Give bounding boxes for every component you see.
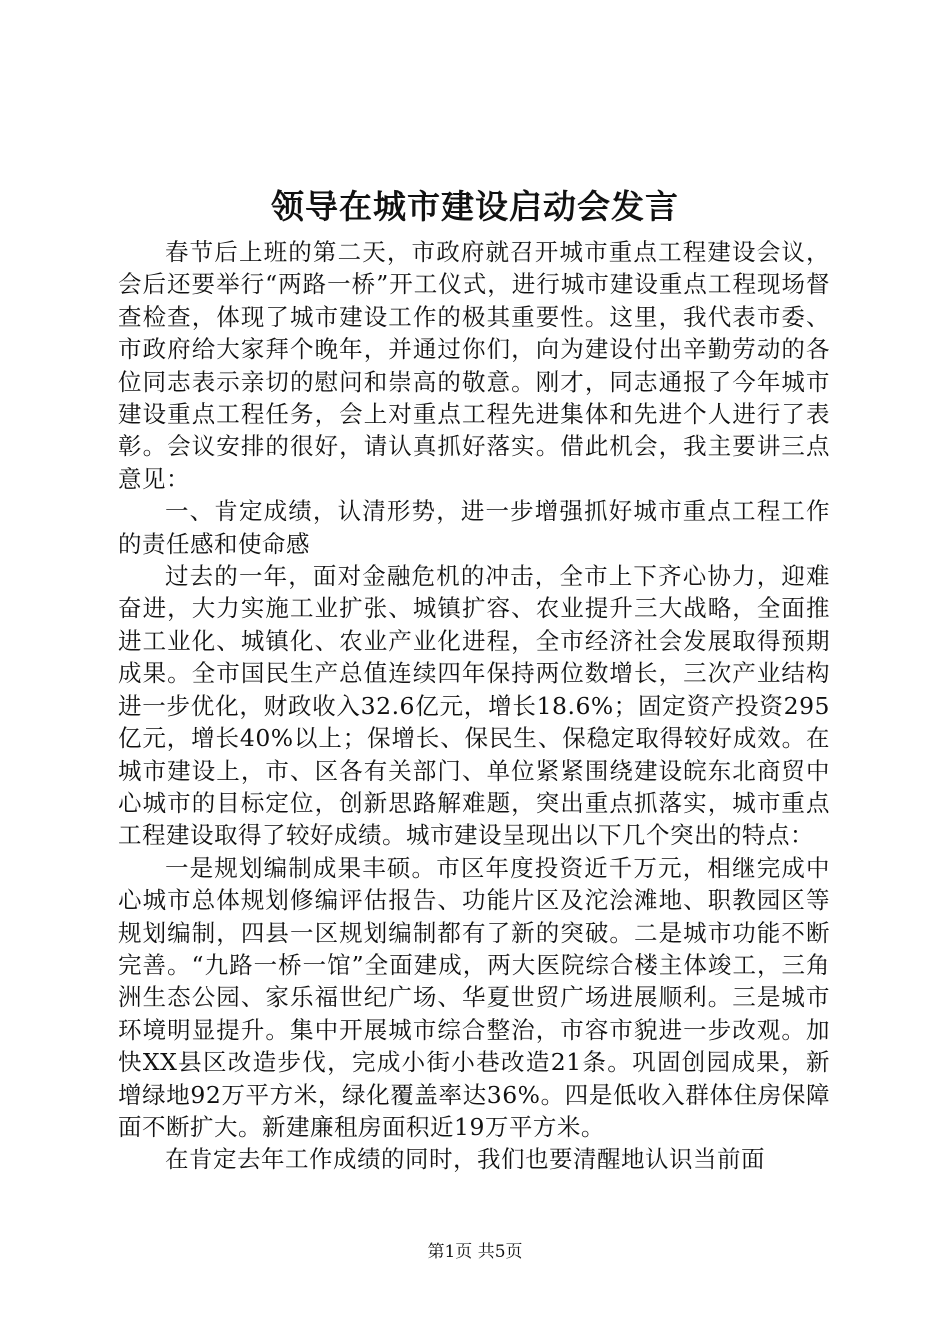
- paragraph-section-heading: 一、肯定成绩，认清形势，进一步增强抓好城市重点工程工作的责任感和使命感: [118, 497, 830, 558]
- document-title: 领导在城市建设启动会发言: [271, 187, 679, 226]
- paragraph-achievements: 过去的一年，面对金融危机的冲击，全市上下齐心协力，迎难奋进，大力实施工业扩张、城镇扩容、农业提升三大战略，全面推进工业化、城镇化、农业产业化进程，全市经济社会发展取得预期成果。全市国民生产总值连续四年保持两位数增长，三次产业结构进一步优化，财政收入32.6亿元，增长18.6%；固定资产投资295亿元，增长40%以上；保增长、保民生、保稳定取得较好成效。在城市建设上，市、区各有关部门、单位紧紧围绕建设皖东北商贸中心城市的目标定位，创新思路解难题，突出重点抓落实，城市重点工程建设取得了较好成绩。城市建设呈现出以下几个突出的特点：: [118, 562, 830, 850]
- paragraph-features: 一是规划编制成果丰硕。市区年度投资近千万元，相继完成中心城市总体规划修编评估报告、功能片区及沱浍滩地、职教园区等规划编制，四县一区规划编制都有了新的突破。二是城市功能不断完善。“九路一桥一馆”全面建成，两大医院综合楼主体竣工，三角洲生态公园、家乐福世纪广场、华夏世贸广场进展顺利。三是城市环境明显提升。集中开展城市综合整治，市容市貌进一步改观。加快XX县区改造步伐，完成小街小巷改造21条。巩固创园成果，新增绿地92万平方米，绿化覆盖率达36%。四是低收入群体住房保障面不断扩大。新建廉租房面积近19万平方米。: [118, 853, 830, 1141]
- document-body: [118, 236, 830, 1176]
- paragraph-intro: 春节后上班的第二天，市政府就召开城市重点工程建设会议，会后还要举行“两路一桥”开工仪式，进行城市建设重点工程现场督查检查，体现了城市建设工作的极其重要性。这里，我代表市委、市政府给大家拜个晚年，并通过你们，向为建设付出辛勤劳动的各位同志表示亲切的慰问和崇高的敬意。刚才，同志通报了今年城市建设重点工程任务，会上对重点工程先进集体和先进个人进行了表彰。会议安排的很好，请认真抓好落实。借此机会，我主要讲三点意见：: [118, 238, 830, 493]
- page-footer: 第1页 共5页: [427, 1242, 523, 1262]
- paragraph-continuation: 在肯定去年工作成绩的同时，我们也要清醒地认识当前面: [165, 1145, 765, 1174]
